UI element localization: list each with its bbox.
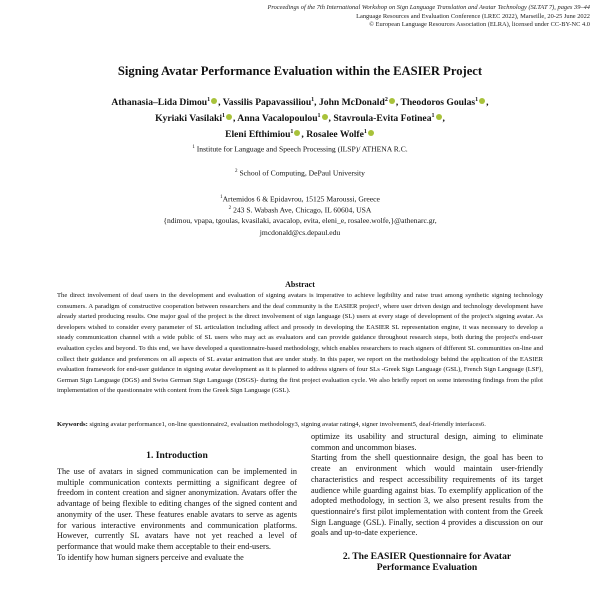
section-heading-line: 2. The EASIER Questionnaire for Avatar: [342, 551, 512, 563]
affiliation-1: [0, 143, 600, 155]
address-text: Artemidos 6 & Epidavrou, 15125 Maroussi, Greece: [222, 194, 380, 204]
abstract-heading: Abstract: [285, 280, 315, 289]
right-column: [311, 432, 543, 573]
affil-marker: 2: [235, 169, 238, 174]
paper-title: Signing Avatar Performance Evaluation within the EASIER Project: [117, 64, 483, 78]
orcid-icon[interactable]: [389, 98, 395, 104]
proceedings-header: [150, 4, 590, 30]
author-affil-marker: 1: [363, 128, 367, 135]
header-line-license: © European Language Resources Association (ELRA), licensed under CC-BY-NC 4.0: [369, 21, 590, 29]
left-column: [57, 450, 297, 563]
abstract-text: The direct involvement of deaf users in the development and evaluation of signing avatars is imperative to achieve legibility and raise trust among synthetic signing technology consumers. A paradigm of constructive cooperation between researchers and the deaf community is the EASIER project¹, where user driven design and technology development have already started producing results. One major goal of the project is the direct involvement of sign language (SL) users at every stage of development of the project's signing avatar. As developers wished to consider every parameter of SL articulation including affect and prosody in developing the EASIER SL representation engine, it was necessary to develop a steady communication channel with a wide public of SL users who may act as evaluators and can provide guidance throughout research steps, both during the project's end-user evaluation cycles and beyond. To this end, we have developed a questionnaire-based methodology, which enables researchers to reach signers of different SL communities on-line and collect their guidance and preferences on all aspects of SL avatar animation that are under study. In this paper, we report on the methodology behind the application of the EASIER evaluation framework for end-user guidance in signing avatar development as it is planned to address signers of four SLs -Greek Sign Language (GSL), French Sign Language (LSF), German Sign Language (DGS) and Swiss German Sign Language (DSGS)- during the first project evaluation cycle. We also briefly report on some interesting findings from the pilot implementation of the questionnaire with content from the Greek Sign Language (GSL).: [57, 292, 543, 395]
affiliation-text: Institute for Language and Speech Processing (ILSP)/ ATHENA R.C.: [196, 144, 408, 154]
section-heading-line: Performance Evaluation: [376, 562, 478, 574]
orcid-icon[interactable]: [436, 114, 442, 120]
paragraph: optimize its usability and structural design, aiming to eliminate common and uncommon biases.: [311, 432, 543, 452]
body-text: [311, 432, 543, 539]
author-affil-marker: 1: [311, 97, 315, 103]
keywords: [57, 420, 543, 430]
orcid-icon[interactable]: [479, 98, 485, 104]
section-heading-questionnaire: [311, 551, 543, 573]
orcid-icon[interactable]: [322, 114, 328, 120]
header-line-proceedings: Proceedings of the 7th International Workshop on Sign Language Translation and Avatar Technology (SLTAT 7), pages 39–44: [267, 4, 590, 11]
author-affil-marker: 1: [290, 128, 294, 135]
paragraph: Starting from the shell questionnaire design, the goal has been to create an environment which would maintain user-friendly characteristics and respect accessibility requirements of its target audience while guarding against bias. To exemplify application of the adopted methodology, in section 3, we also present results from the questionnaire's first pilot implementation with content from the Greek Sign Language (GSL). Finally, section 4 provides a discussion on our goals and up-to-date experience.: [311, 453, 543, 538]
affil-marker: 1: [192, 145, 195, 150]
author-name: Eleni Efthimiou: [225, 128, 291, 140]
email-list: {ndimou, vpapa, tgoulas, kvasilaki, avacalop, evita, eleni_e, rosalee.wolfe,}@athenarc.gr,: [163, 216, 437, 225]
author-affil-marker: 2: [384, 97, 388, 103]
header-line-conference: Language Resources and Evaluation Conference (LREC 2022), Marseille, 20-25 June 2022: [356, 12, 590, 20]
keywords-text: signing avatar performance1, on-line questionnaire2, evaluation methodology3, signing avatar rating4, signer involvement5, deaf-friendly interfaces6.: [89, 421, 486, 428]
address-1: [0, 193, 600, 205]
author-name: Kyriaki Vasilaki: [155, 112, 222, 124]
author-affil-marker: 1: [317, 112, 321, 119]
author-name: Stavroula-Evita Fotinea: [333, 112, 432, 124]
address-text: 243 S. Wabash Ave, Chicago, IL 60604, USA: [233, 205, 372, 215]
author-name: Athanasia–Lida Dimou: [111, 97, 208, 109]
author-list: Athanasia–Lida Dimou$^1$ , Vassilis Papavassiliou$^1$, John McDonald$^2$ , Theodoros Goulas$^1$ , Kyriaki Vasilaki$^1$ , Anna Vacalopoulou$^1$ , Stavroula-Evita Fotinea$^1$ , Eleni Efthimiou$^1$ , Rosalee Wolfe$^1$: [111, 97, 489, 140]
orcid-icon[interactable]: [211, 98, 217, 104]
affiliation-2: [0, 167, 600, 179]
orcid-icon[interactable]: [294, 130, 300, 136]
author-name: Theodoros Goulas: [400, 97, 476, 109]
author-name: Vassilis Papavassiliou: [222, 97, 312, 109]
keywords-label: Keywords:: [57, 421, 88, 428]
affiliation-text: School of Computing, DePaul University: [239, 168, 365, 178]
affil-marker: 1: [220, 195, 223, 200]
email-list-2: jmcdonald@cs.depaul.edu: [259, 228, 341, 237]
author-affil-marker: 1: [475, 97, 479, 103]
author-affil-marker: 1: [207, 97, 211, 103]
orcid-icon[interactable]: [226, 114, 232, 120]
author-affil-marker: 1: [222, 112, 225, 119]
body-text: [57, 467, 297, 563]
orcid-icon[interactable]: [368, 130, 374, 136]
address-2: [0, 204, 600, 216]
section-heading-introduction: 1. Introduction: [146, 450, 208, 461]
author-name: John McDonald: [318, 97, 385, 109]
author-name: Rosalee Wolfe: [306, 128, 364, 140]
paragraph: The use of avatars in signed communication can be implemented in multiple communication contexts permitting a significant degree of freedom in content creation and signer anonymization. Avatars offer the advantage of being flexible to editing changes of the signed content and anonymity of the user. These features enable avatars to serve as agents for various interactive environments and communication platforms. However, currently SL avatars have not yet reached a level of performance that would make them acceptable to their end-users.: [57, 467, 297, 551]
paragraph: To identify how human signers perceive and evaluate the: [57, 552, 244, 562]
author-affil-marker: 1: [431, 112, 435, 119]
affil-marker: 2: [228, 206, 232, 211]
author-name: Anna Vacalopoulou: [237, 112, 318, 124]
